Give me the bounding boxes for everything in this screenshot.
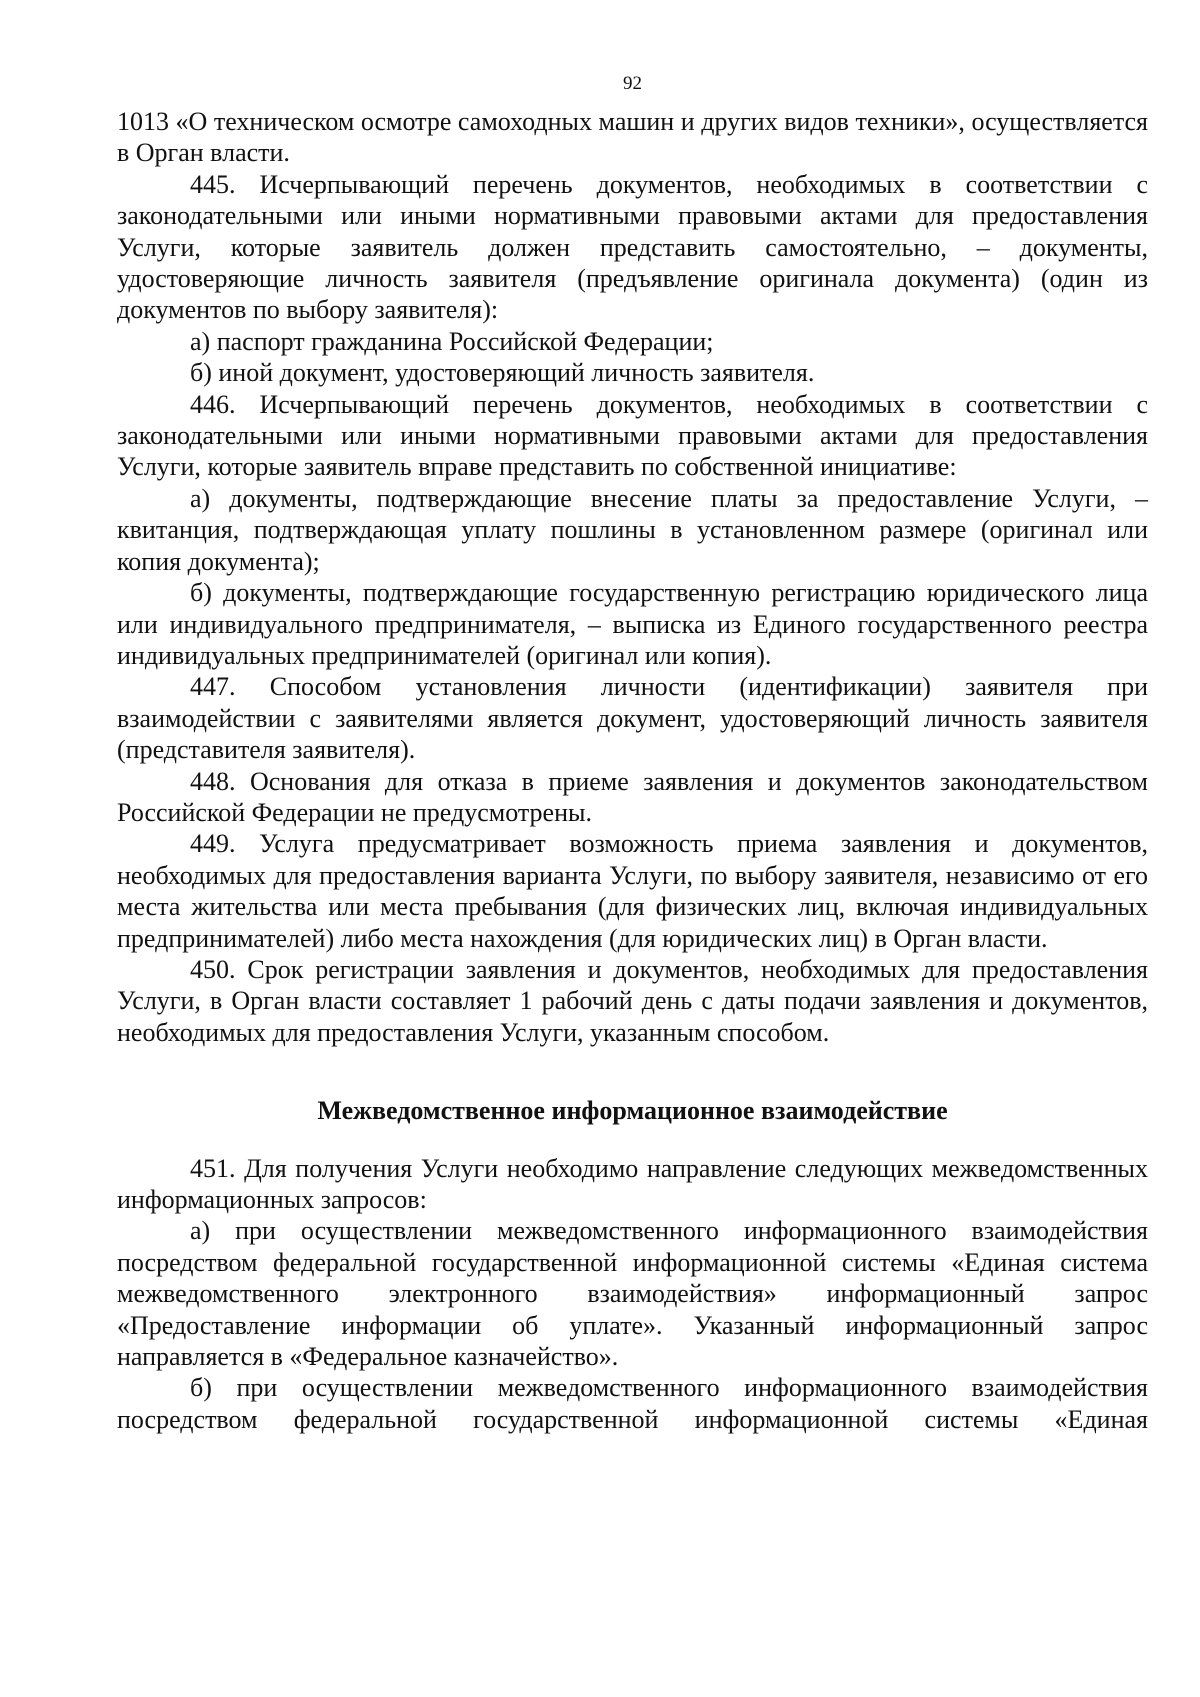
paragraph: 447. Способом установления личности (идентификации) заявителя при взаимодействии с заявителями является документ, удостоверяющий личность заявителя (представителя заявителя).	[117, 672, 1148, 765]
section-heading: Межведомственное информационное взаимодействие	[317, 1096, 948, 1126]
paragraph: 445. Исчерпывающий перечень документов, необходимых в соответствии с законодательными или иными нормативными правовыми актами для предоставления Услуги, которые заявитель должен представить самостоятельно, – документы, удостоверяющие личность заявителя (предъявление оригинала документа) (один из документов по выбору заявителя):	[117, 169, 1148, 325]
paragraphs-before-heading	[117, 106, 1148, 1048]
document-body	[117, 106, 1148, 1435]
paragraph: а) документы, подтверждающие внесение платы за предоставление Услуги, – квитанция, подтверждающая уплату пошлины в установленном размере (оригинал или копия документа);	[117, 483, 1148, 576]
paragraph: 446. Исчерпывающий перечень документов, необходимых в соответствии с законодательными или иными нормативными правовыми актами для предоставления Услуги, которые заявитель вправе представить по собственной инициативе:	[117, 389, 1148, 482]
paragraphs-after-heading	[117, 1153, 1148, 1436]
paragraph: а) паспорт гражданина Российской Федерации;	[190, 326, 714, 356]
paragraph: а) при осуществлении межведомственного информационного взаимодействия посредством федеральной государственной информационной системы «Единая система межведомственного электронного взаимодействия» информационный запрос «Предоставление информации об уплате». Указанный информационный запрос направляется в «Федеральное казначейство».	[117, 1216, 1148, 1372]
paragraph: 449. Услуга предусматривает возможность приема заявления и документов, необходимых для предоставления варианта Услуги, по выбору заявителя, независимо от его места жительства или места пребывания (для физических лиц, включая индивидуальных предпринимателей) либо места нахождения (для юридических лиц) в Орган власти.	[117, 829, 1148, 953]
paragraph: б) иной документ, удостоверяющий личность заявителя.	[190, 358, 815, 388]
paragraph: 1013 «О техническом осмотре самоходных машин и других видов техники», осуществляется в Орган власти.	[117, 107, 1148, 168]
document-page	[117, 62, 1148, 1435]
paragraph: б) при осуществлении межведомственного информационного взаимодействия посредством федеральной государственной информационной системы «Единая	[117, 1373, 1148, 1434]
paragraph: 451. Для получения Услуги необходимо направление следующих межведомственных информационных запросов:	[117, 1153, 1148, 1214]
paragraph: б) документы, подтверждающие государственную регистрацию юридического лица или индивидуального предпринимателя, – выписка из Единого государственного реестра индивидуальных предпринимателей (оригинал или копия).	[117, 578, 1148, 670]
paragraph: 448. Основания для отказа в приеме заявления и документов законодательством Российской Федерации не предусмотрены.	[117, 766, 1148, 827]
paragraph: 450. Срок регистрации заявления и документов, необходимых для предоставления Услуги, в Орган власти составляет 1 рабочий день с даты подачи заявления и документов, необходимых для предоставления Услуги, указанным способом.	[117, 954, 1148, 1047]
page-number: 92	[623, 73, 642, 94]
